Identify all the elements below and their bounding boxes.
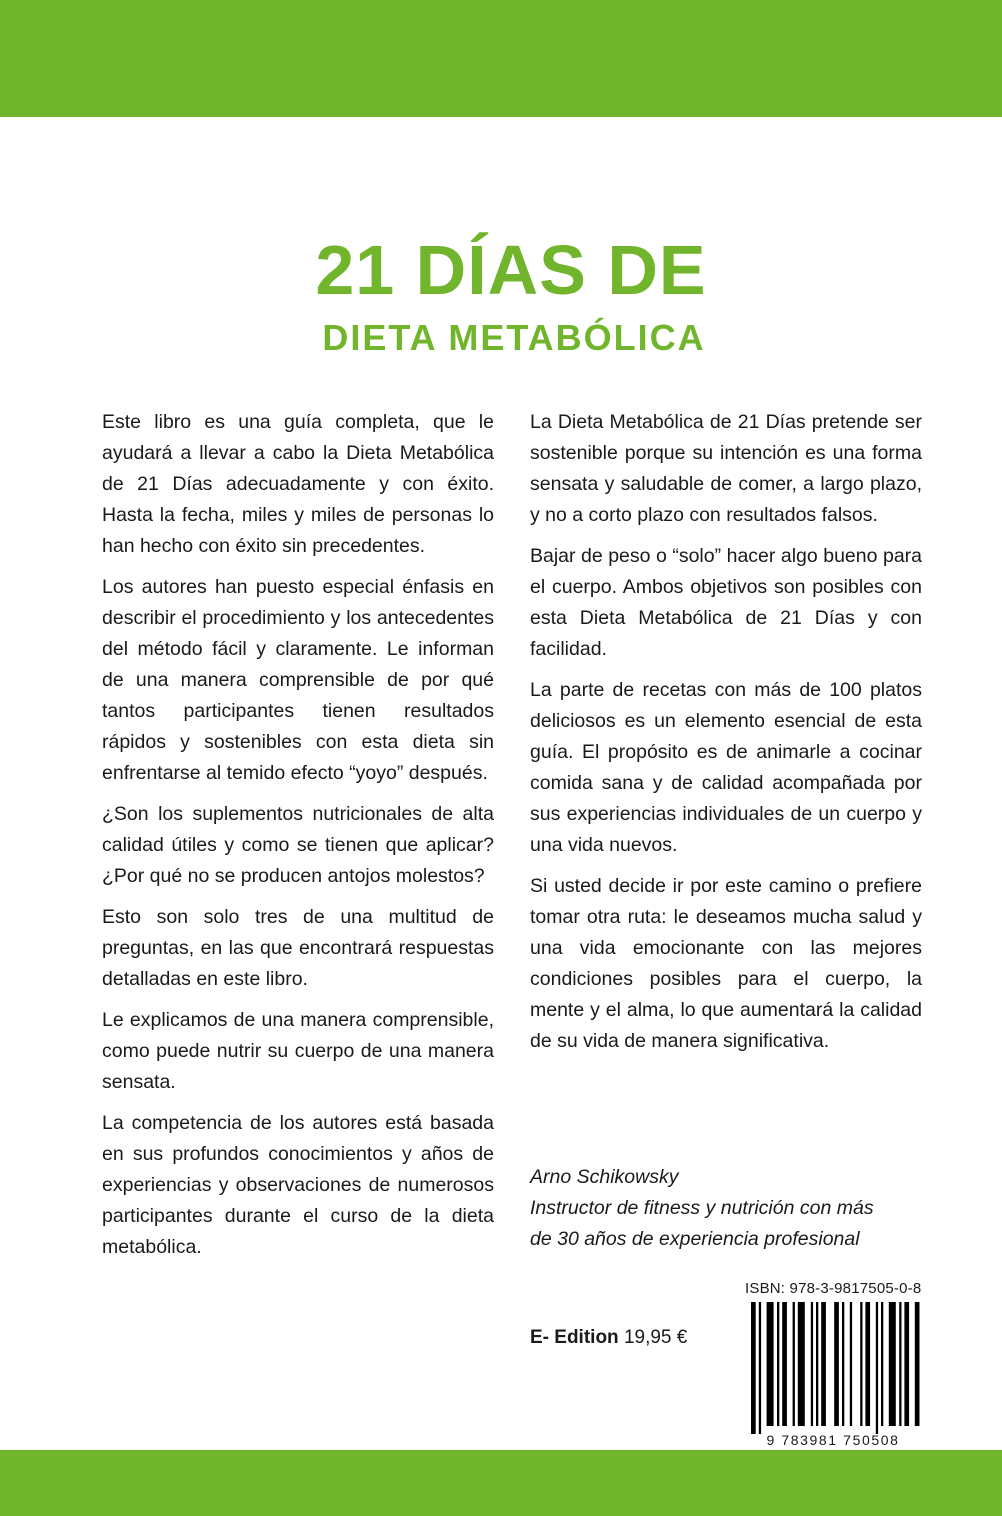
title-line-2: DIETA METABÓLICA [322, 317, 706, 358]
edition-price [530, 1326, 687, 1350]
left-paragraph: Esto son solo tres de una multitud de preguntas, en las que encontrará respuestas detalladas en este libro. [102, 906, 494, 990]
barcode-bar [777, 1302, 779, 1426]
left-paragraph: ¿Son los suplementos nutricionales de alta calidad útiles y como se tienen que aplicar? ¿Por qué no se producen antojos molestos? [102, 803, 494, 887]
author-name: Arno Schikowsky [530, 1166, 679, 1188]
barcode-bar [816, 1302, 818, 1426]
barcode-bar [899, 1302, 901, 1426]
barcode-digits: 9 783981 750508 [766, 1432, 900, 1448]
barcode-bar [865, 1302, 870, 1426]
isbn-label: ISBN: 978-3-9817505-0-8 [745, 1280, 922, 1297]
right-text-column [530, 407, 922, 1067]
left-paragraph: La competencia de los autores está basada en sus profundos conocimientos y años de experiencias y observaciones de numerosos participantes durante el curso de la dieta metabólica. [102, 1112, 494, 1258]
left-text-column [102, 407, 494, 1273]
barcode-bar [767, 1302, 774, 1426]
barcode-bar [811, 1302, 813, 1426]
barcode-bar [904, 1302, 909, 1426]
barcode-bar [798, 1302, 805, 1426]
left-paragraph: Este libro es una guía completa, que le ayudará a llevar a cabo la Dieta Metabólica de 21 Días adecuadamente y con éxito. Hasta la fecha, miles y miles de personas lo han hecho con éxito sin precedentes. [102, 411, 494, 557]
left-paragraph: Los autores han puesto especial énfasis en describir el procedimiento y los antecedentes del método fácil y claramente. Le informan de una manera comprensible de por qué tantos participantes tienen resultados rápidos y sostenibles con esta dieta sin enfrentarse al temido efecto “yoyo” después. [102, 576, 494, 784]
barcode-bar [850, 1302, 852, 1426]
author-signature [530, 1162, 930, 1255]
right-paragraph: Si usted decide ir por este camino o prefiere tomar otra ruta: le deseamos mucha salud y una vida emocionante con las mejores condiciones posibles para el cuerpo, la mente y el alma, lo que aumentará la calidad de su vida de manera significativa. [530, 875, 922, 1052]
right-paragraph: La parte de recetas con más de 100 platos deliciosos es un elemento esencial de esta guía. El propósito es de animarle a cocinar comida sana y de calidad acompañada por sus experiencias individuales de un cuerpo y una vida nuevos. [530, 679, 922, 856]
author-role-line-2: de 30 años de experiencia profesional [530, 1228, 860, 1250]
book-title [0, 228, 1002, 360]
title-line-1: 21 DÍAS DE [315, 231, 707, 309]
barcode-bar [821, 1302, 826, 1426]
barcode-bar [782, 1302, 787, 1426]
barcode-bar [881, 1302, 883, 1426]
barcode-bar [834, 1302, 839, 1426]
right-paragraph: Bajar de peso o “solo” hacer algo bueno para el cuerpo. Ambos objetivos son posibles con esta Dieta Metabólica de 21 Días y con facilidad. [530, 545, 922, 660]
barcode-bar [915, 1302, 920, 1426]
left-paragraph: Le explicamos de una manera comprensible, como puede nutrir su cuerpo de una manera sensata. [102, 1009, 494, 1093]
barcode-bar [842, 1302, 844, 1426]
barcode [743, 1300, 923, 1450]
barcode-bar [889, 1302, 896, 1426]
barcode-bar [860, 1302, 862, 1426]
edition-price-value: 19,95 € [623, 1327, 688, 1348]
right-paragraph: La Dieta Metabólica de 21 Días pretende ser sostenible porque su intención es una forma sensata y saludable de comer, a largo plazo, y no a corto plazo con resultados falsos. [530, 411, 922, 526]
author-role-line-1: Instructor de fitness y nutrición con más [530, 1197, 874, 1219]
barcode-bar [793, 1302, 795, 1426]
barcode-bar [751, 1302, 756, 1434]
bottom-green-band [0, 1450, 1002, 1516]
barcode-bar [759, 1302, 761, 1434]
barcode-bar [876, 1302, 878, 1434]
top-green-band [0, 0, 1002, 117]
edition-label: E- Edition [530, 1327, 619, 1348]
